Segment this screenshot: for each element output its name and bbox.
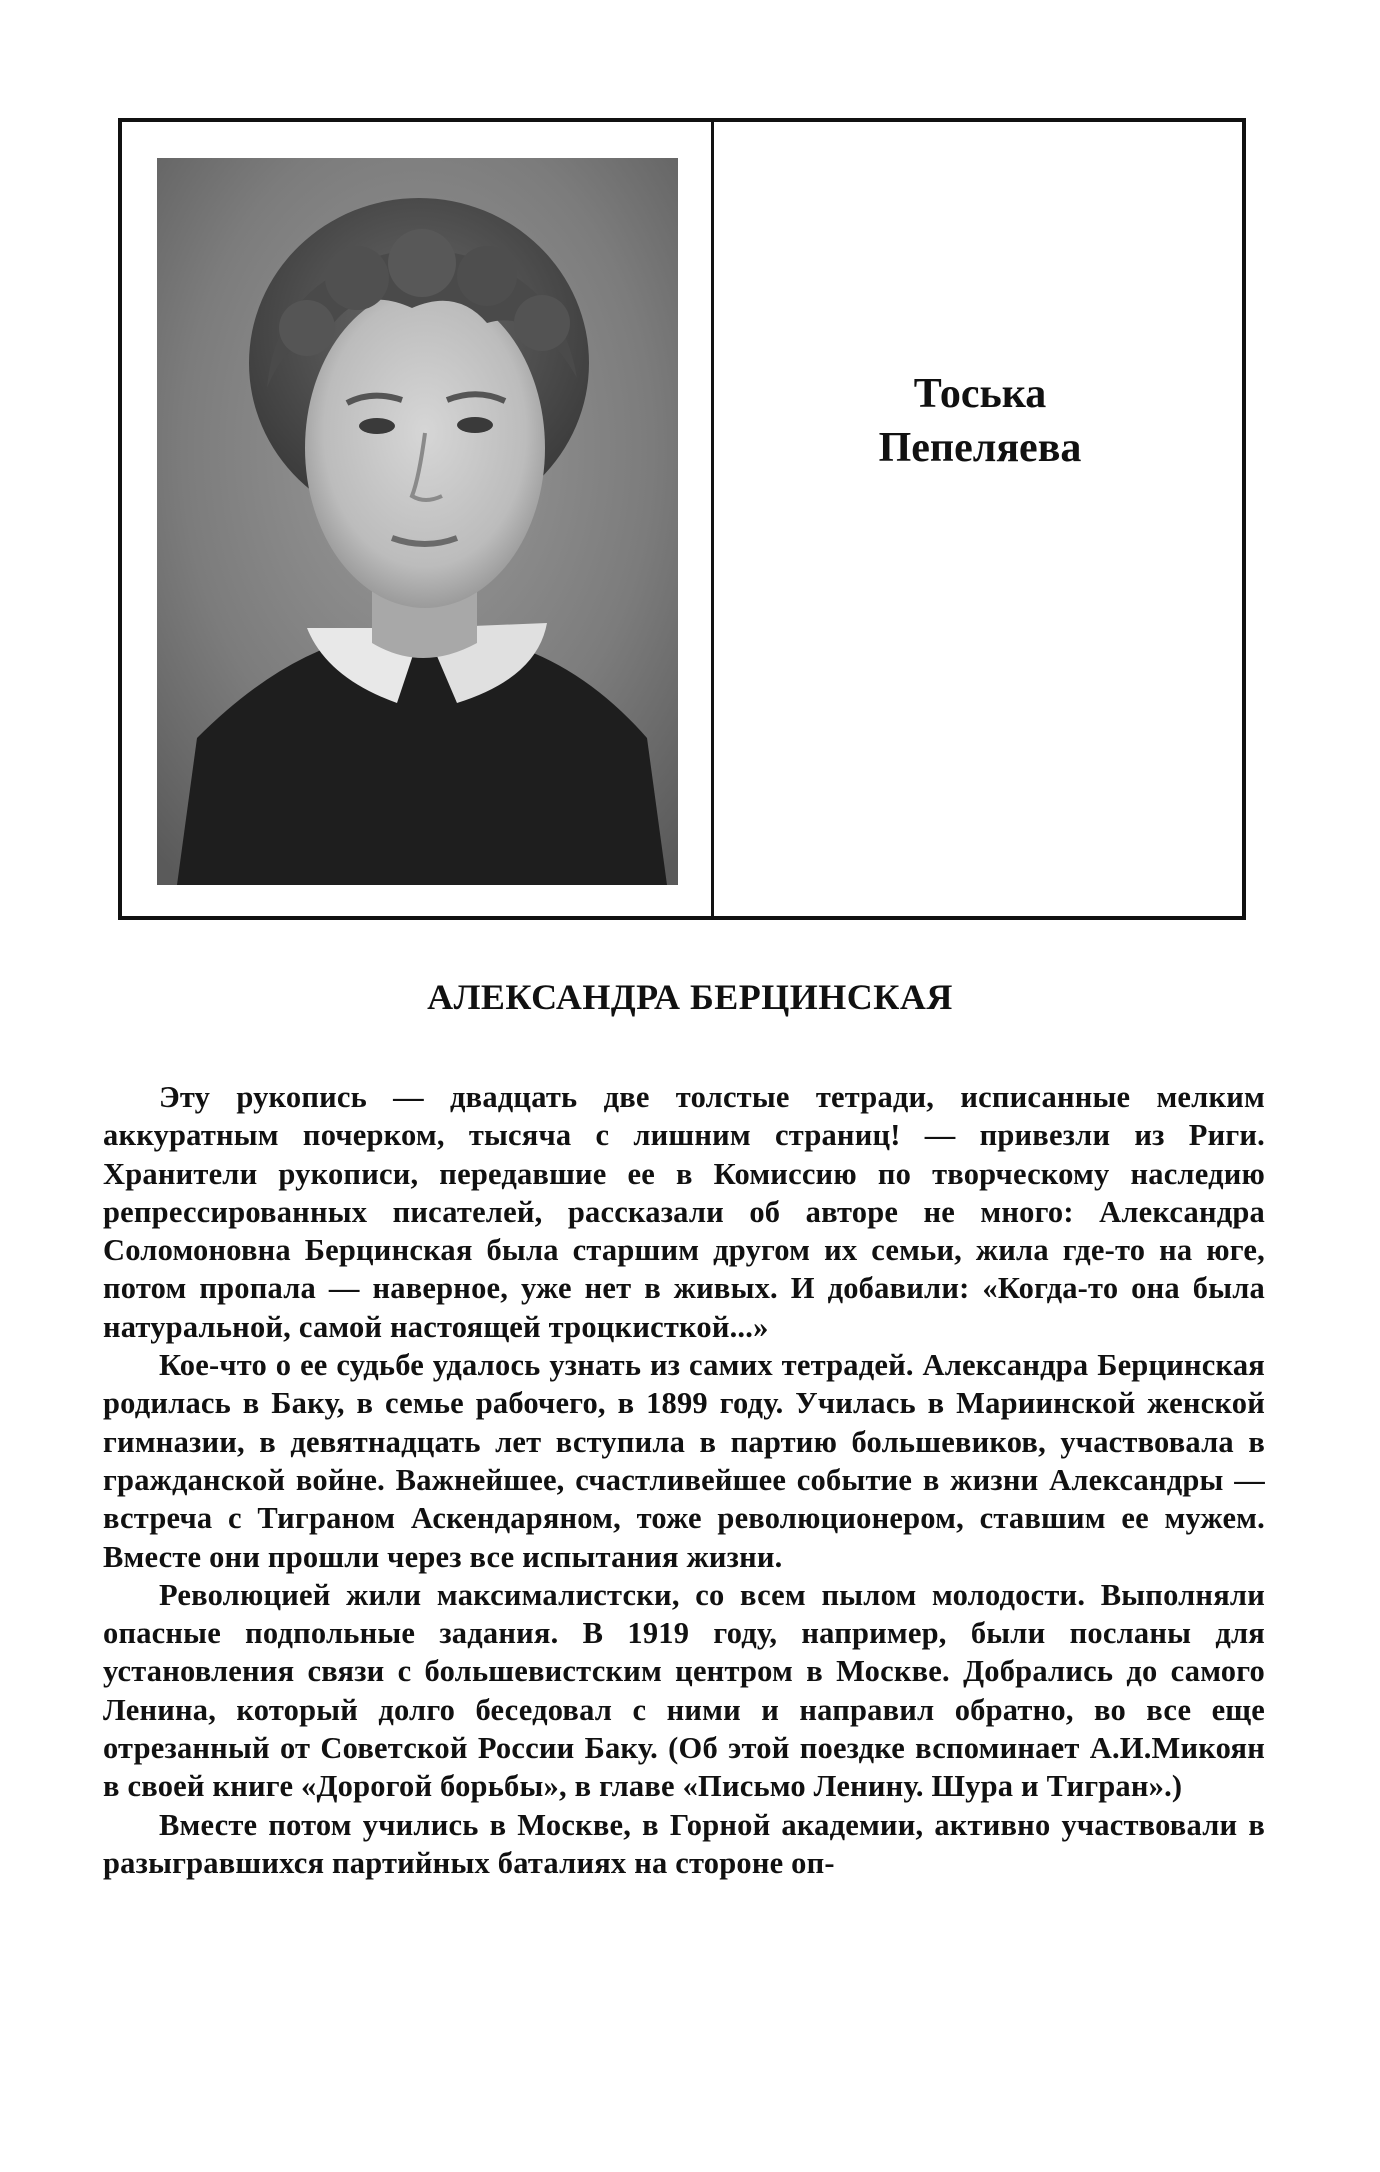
- author-heading: АЛЕКСАНДРА БЕРЦИНСКАЯ: [427, 977, 953, 1017]
- body-text: [103, 1078, 1265, 1882]
- story-title: [714, 122, 1246, 916]
- paragraph: Кое-что о ее судьбе удалось узнать из самих тетрадей. Александра Берцинская родилась в Баку, в семье рабочего, в 1899 году. Училась в Мариинской женской гимназии, в девятнадцать лет вступила в партию большевиков, участвовала в гражданской войне. Важнейшее, счастливейшее событие в жизни Александры — встреча с Тиграном Аскендаряном, тоже революционером, ставшим ее мужем. Вместе они прошли через все испытания жизни.: [103, 1348, 1265, 1574]
- paragraph: Эту рукопись — двадцать две толстые тетради, исписанные мелким аккуратным почерком, тысяча с лишним страниц! — привезли из Риги. Хранители рукописи, передавшие ее в Комиссию по творческому наследию репрессированных писателей, рассказали об авторе не много: Александра Соломоновна Берцинская была старшим другом их семьи, жила где-то на юге, потом пропала — наверное, уже нет в живых. И добавили: «Когда-то она была натуральной, самой настоящей троцкисткой...»: [103, 1080, 1265, 1344]
- story-title-line-1: Тоська: [913, 371, 1047, 417]
- header-frame: [118, 118, 1246, 920]
- story-title-line-2: Пепеляева: [878, 425, 1082, 471]
- portrait-image: [157, 158, 678, 885]
- paragraph: Революцией жили максималистски, со всем пылом молодости. Выполняли опасные подпольные задания. В 1919 году, например, были посланы для установления связи с большевистским центром в Москве. Добрались до самого Ленина, который долго беседовал с ними и направил обратно, во все еще отрезанный от Советской России Баку. (Об этой поездке вспоминает А.И.Микоян в своей книге «Дорогой борьбы», в главе «Письмо Ленину. Шура и Тигран».): [103, 1577, 1265, 1804]
- portrait-photo: [157, 158, 678, 885]
- paragraph: Вместе потом учились в Москве, в Горной академии, активно участвовали в разыгравшихся партийных баталиях на стороне оп-: [103, 1807, 1265, 1880]
